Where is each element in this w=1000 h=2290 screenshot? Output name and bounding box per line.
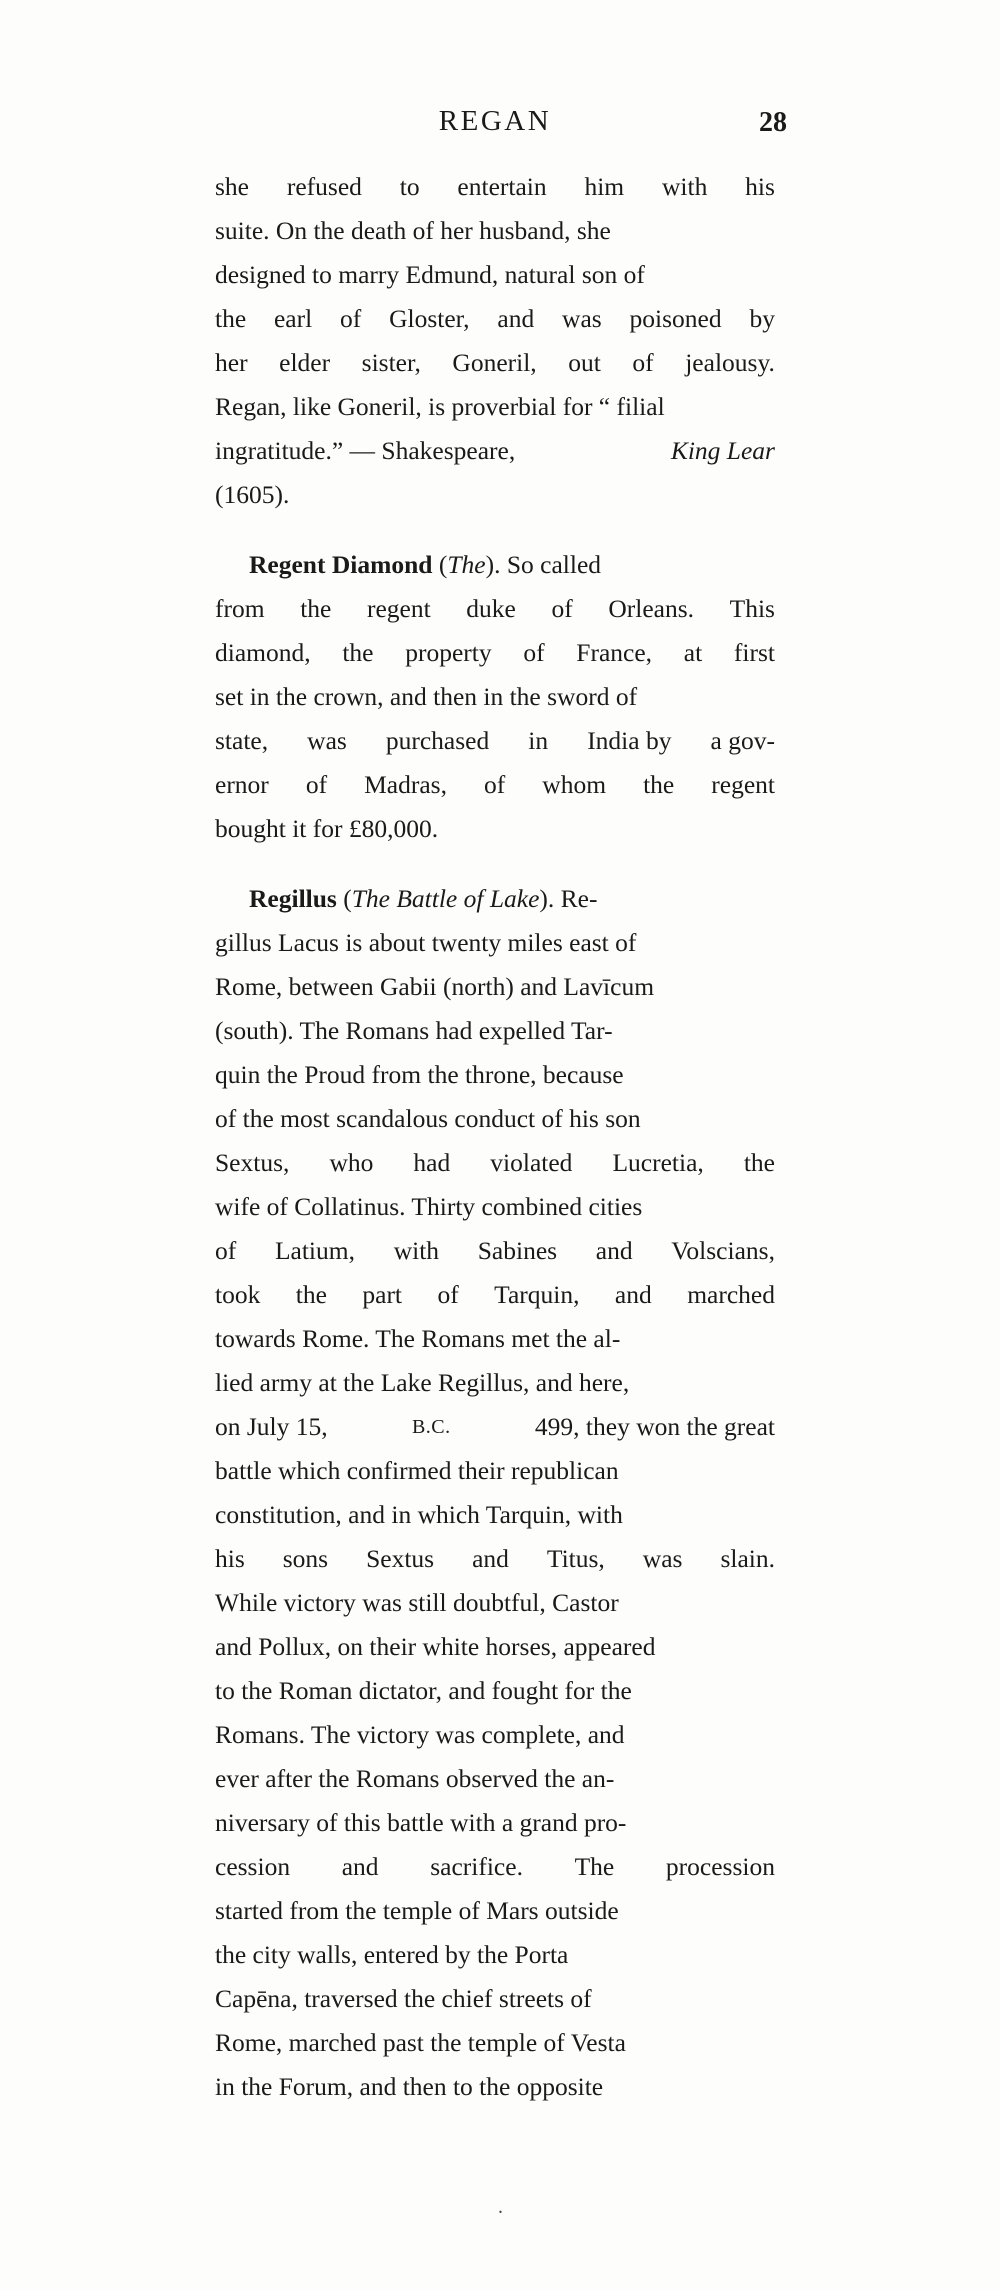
text-run: ingratitude.” — Shakespeare, — [215, 436, 516, 465]
text-run: ). So called — [485, 550, 602, 579]
text-run: and Pollux, on their white horses, appeared — [215, 1632, 656, 1661]
entry-paragraph — [215, 165, 775, 517]
text-run: slain. — [720, 1544, 775, 1573]
text-run: This — [729, 594, 775, 623]
text-run: property — [405, 638, 492, 667]
text-run: had — [413, 1148, 451, 1177]
text-run: earl — [273, 304, 313, 333]
text-line — [215, 1449, 775, 1493]
text-run: Sextus — [366, 1544, 435, 1573]
text-line — [215, 385, 775, 429]
running-head: REGAN — [438, 105, 552, 137]
text-run: the — [215, 304, 247, 333]
text-run: the — [300, 594, 332, 623]
text-run: her — [215, 348, 248, 377]
text-line — [215, 1757, 775, 1801]
text-run: whom — [542, 770, 607, 799]
text-run: France, — [576, 638, 653, 667]
text-line — [215, 1537, 775, 1581]
text-run: suite. On the death of her husband, she — [215, 216, 611, 245]
text-run: Sextus, — [215, 1148, 290, 1177]
text-run: the — [342, 638, 374, 667]
foot-mark: . — [498, 2196, 503, 2218]
text-run: (south). The Romans had expelled Tar- — [215, 1016, 613, 1045]
italic-text: The Battle of Lake — [351, 884, 540, 913]
text-line — [215, 2065, 775, 2109]
text-run: refused — [286, 172, 362, 201]
text-line — [215, 341, 775, 385]
text-run: Gloster, — [389, 304, 470, 333]
text-run: purchased — [385, 726, 490, 755]
headword: Regent Diamond — [249, 550, 433, 579]
text-line — [215, 253, 775, 297]
text-line — [215, 1713, 775, 1757]
text-run: out — [568, 348, 601, 377]
text-run: ever after the Romans observed the an- — [215, 1764, 615, 1793]
text-line — [215, 587, 775, 631]
page-header — [215, 105, 787, 157]
text-run: diamond, — [215, 638, 311, 667]
text-run: part — [362, 1280, 403, 1309]
text-line — [215, 473, 775, 517]
text-run: his — [215, 1544, 245, 1573]
page-content — [215, 105, 787, 2135]
text-run: niversary of this battle with a grand pro- — [215, 1808, 627, 1837]
text-run: and — [341, 1852, 379, 1881]
text-run: The — [574, 1852, 615, 1881]
text-run: first — [733, 638, 775, 667]
text-line — [215, 1273, 775, 1317]
text-run: gillus Lacus is about twenty miles east of — [215, 928, 637, 957]
text-run: a gov- — [710, 726, 775, 755]
text-run: from — [215, 594, 265, 623]
text-run: (1605). — [215, 480, 290, 509]
text-line — [215, 1801, 775, 1845]
text-run: at — [683, 638, 703, 667]
text-run: Lucretia, — [612, 1148, 704, 1177]
text-run: Rome, between Gabii (north) and Lavīcum — [215, 972, 655, 1001]
text-run: cession — [215, 1852, 291, 1881]
text-line — [215, 1009, 775, 1053]
text-run: of — [523, 638, 545, 667]
text-run: violated — [490, 1148, 573, 1177]
text-run: and — [472, 1544, 509, 1573]
text-run: towards Rome. The Romans met the al- — [215, 1324, 621, 1353]
text-run: bought it for £80,000. — [215, 814, 439, 843]
text-run: constitution, and in which Tarquin, with — [215, 1500, 623, 1529]
text-line — [215, 1185, 775, 1229]
text-run: Tarquin, — [494, 1280, 580, 1309]
text-run: of — [305, 770, 328, 799]
text-run: ernor — [215, 770, 269, 799]
dictionary-entry — [215, 877, 775, 2109]
text-run: his — [745, 172, 775, 201]
text-line — [215, 1933, 775, 1977]
text-run: Goneril, — [452, 348, 537, 377]
text-run: While victory was still doubtful, Castor — [215, 1588, 619, 1617]
page-number: 28 — [759, 107, 787, 138]
text-run: poisoned — [629, 304, 722, 333]
text-run: regent — [366, 594, 431, 623]
text-run: in the Forum, and then to the opposite — [215, 2072, 604, 2101]
text-run: Sabines — [477, 1236, 558, 1265]
text-line — [215, 165, 775, 209]
text-run: the — [295, 1280, 327, 1309]
text-run: Madras, — [364, 770, 447, 799]
text-run: quin the Proud from the throne, because — [215, 1060, 624, 1089]
text-run: to — [399, 172, 420, 201]
text-run: the city walls, entered by the Porta — [215, 1940, 569, 1969]
text-run: sister, — [361, 348, 421, 377]
italic-text: King Lear — [670, 436, 775, 465]
text-run: ( — [336, 884, 352, 913]
text-run: to the Roman dictator, and fought for the — [215, 1676, 632, 1705]
text-run: procession — [665, 1852, 775, 1881]
text-line — [215, 429, 775, 473]
text-run: of — [215, 1236, 237, 1265]
text-line — [215, 1669, 775, 1713]
text-run: marched — [687, 1280, 775, 1309]
text-run: in — [528, 726, 549, 755]
text-line — [215, 1493, 775, 1537]
text-run: of — [437, 1280, 459, 1309]
text-run: Latium, — [274, 1236, 355, 1265]
text-line — [215, 1229, 775, 1273]
text-run: ). Re- — [539, 884, 598, 913]
text-run: and — [595, 1236, 633, 1265]
text-run: with — [393, 1236, 440, 1265]
text-line — [215, 631, 775, 675]
italic-text: The — [447, 550, 486, 579]
text-run: with — [661, 172, 708, 201]
text-run: lied army at the Lake Regillus, and here, — [215, 1368, 630, 1397]
text-run: designed to marry Edmund, natural son of — [215, 260, 645, 289]
text-run: set in the crown, and then in the sword of — [215, 682, 638, 711]
text-run: entertain — [457, 172, 547, 201]
text-run: Romans. The victory was complete, and — [215, 1720, 625, 1749]
text-line — [215, 1625, 775, 1669]
text-run: regent — [711, 770, 775, 799]
text-line — [215, 675, 775, 719]
text-line — [215, 719, 775, 763]
text-run: she — [215, 172, 249, 201]
entry-paragraph — [215, 877, 775, 2109]
text-run: elder — [279, 348, 331, 377]
text-line — [215, 1141, 775, 1185]
text-line — [215, 2021, 775, 2065]
dictionary-entry — [215, 165, 775, 517]
text-run: of — [632, 348, 654, 377]
text-line — [215, 807, 775, 851]
entry-list — [215, 165, 775, 2109]
text-line — [215, 209, 775, 253]
text-run: Regan, like Goneril, is proverbial for “ filial — [215, 392, 665, 421]
text-line — [215, 297, 775, 341]
text-line — [215, 1889, 775, 1933]
text-run: India by — [587, 726, 672, 755]
text-line — [215, 763, 775, 807]
text-run: wife of Collatinus. Thirty combined cities — [215, 1192, 643, 1221]
text-run: of — [484, 770, 506, 799]
entry-paragraph — [215, 543, 775, 851]
text-line — [215, 1977, 775, 2021]
text-line — [215, 1845, 775, 1889]
dictionary-entry — [215, 543, 775, 851]
headword: Regillus — [249, 884, 337, 913]
text-line — [215, 1053, 775, 1097]
text-run: sacrifice. — [430, 1852, 523, 1881]
text-run: Titus, — [546, 1544, 605, 1573]
text-run: started from the temple of Mars outside — [215, 1896, 619, 1925]
text-run: and — [497, 304, 535, 333]
text-run: him — [584, 172, 625, 201]
text-line — [215, 921, 775, 965]
text-run: Capēna, traversed the chief streets of — [215, 1984, 592, 2013]
text-line — [215, 1361, 775, 1405]
text-run: Orleans. — [608, 594, 695, 623]
text-run: took — [215, 1280, 261, 1309]
text-line — [215, 1317, 775, 1361]
text-line — [215, 877, 775, 921]
text-run: by — [749, 304, 775, 333]
text-run: jealousy. — [685, 348, 775, 377]
text-run: and — [614, 1280, 652, 1309]
text-run: was — [642, 1544, 683, 1573]
text-run: of — [551, 594, 573, 623]
text-run: of the most scandalous conduct of his son — [215, 1104, 641, 1133]
text-run: battle which confirmed their republican — [215, 1456, 619, 1485]
text-line — [215, 1405, 775, 1449]
text-run: on July 15, — [215, 1412, 328, 1441]
text-line — [215, 1581, 775, 1625]
text-run: sons — [282, 1544, 329, 1573]
text-run: Volscians, — [671, 1236, 775, 1265]
text-run: was — [307, 726, 347, 755]
text-run: the — [743, 1148, 775, 1177]
text-line — [215, 965, 775, 1009]
text-run: of — [340, 304, 362, 333]
text-run: was — [562, 304, 602, 333]
text-run: ( — [432, 550, 448, 579]
text-run: B.C. — [411, 1416, 451, 1438]
text-line — [215, 543, 775, 587]
text-run: 499, they won the great — [534, 1412, 775, 1441]
text-run: state, — [215, 726, 269, 755]
text-run: who — [329, 1148, 374, 1177]
text-run: duke — [466, 594, 516, 623]
text-run: Rome, marched past the temple of Vesta — [215, 2028, 626, 2057]
text-run: the — [643, 770, 675, 799]
text-line — [215, 1097, 775, 1141]
